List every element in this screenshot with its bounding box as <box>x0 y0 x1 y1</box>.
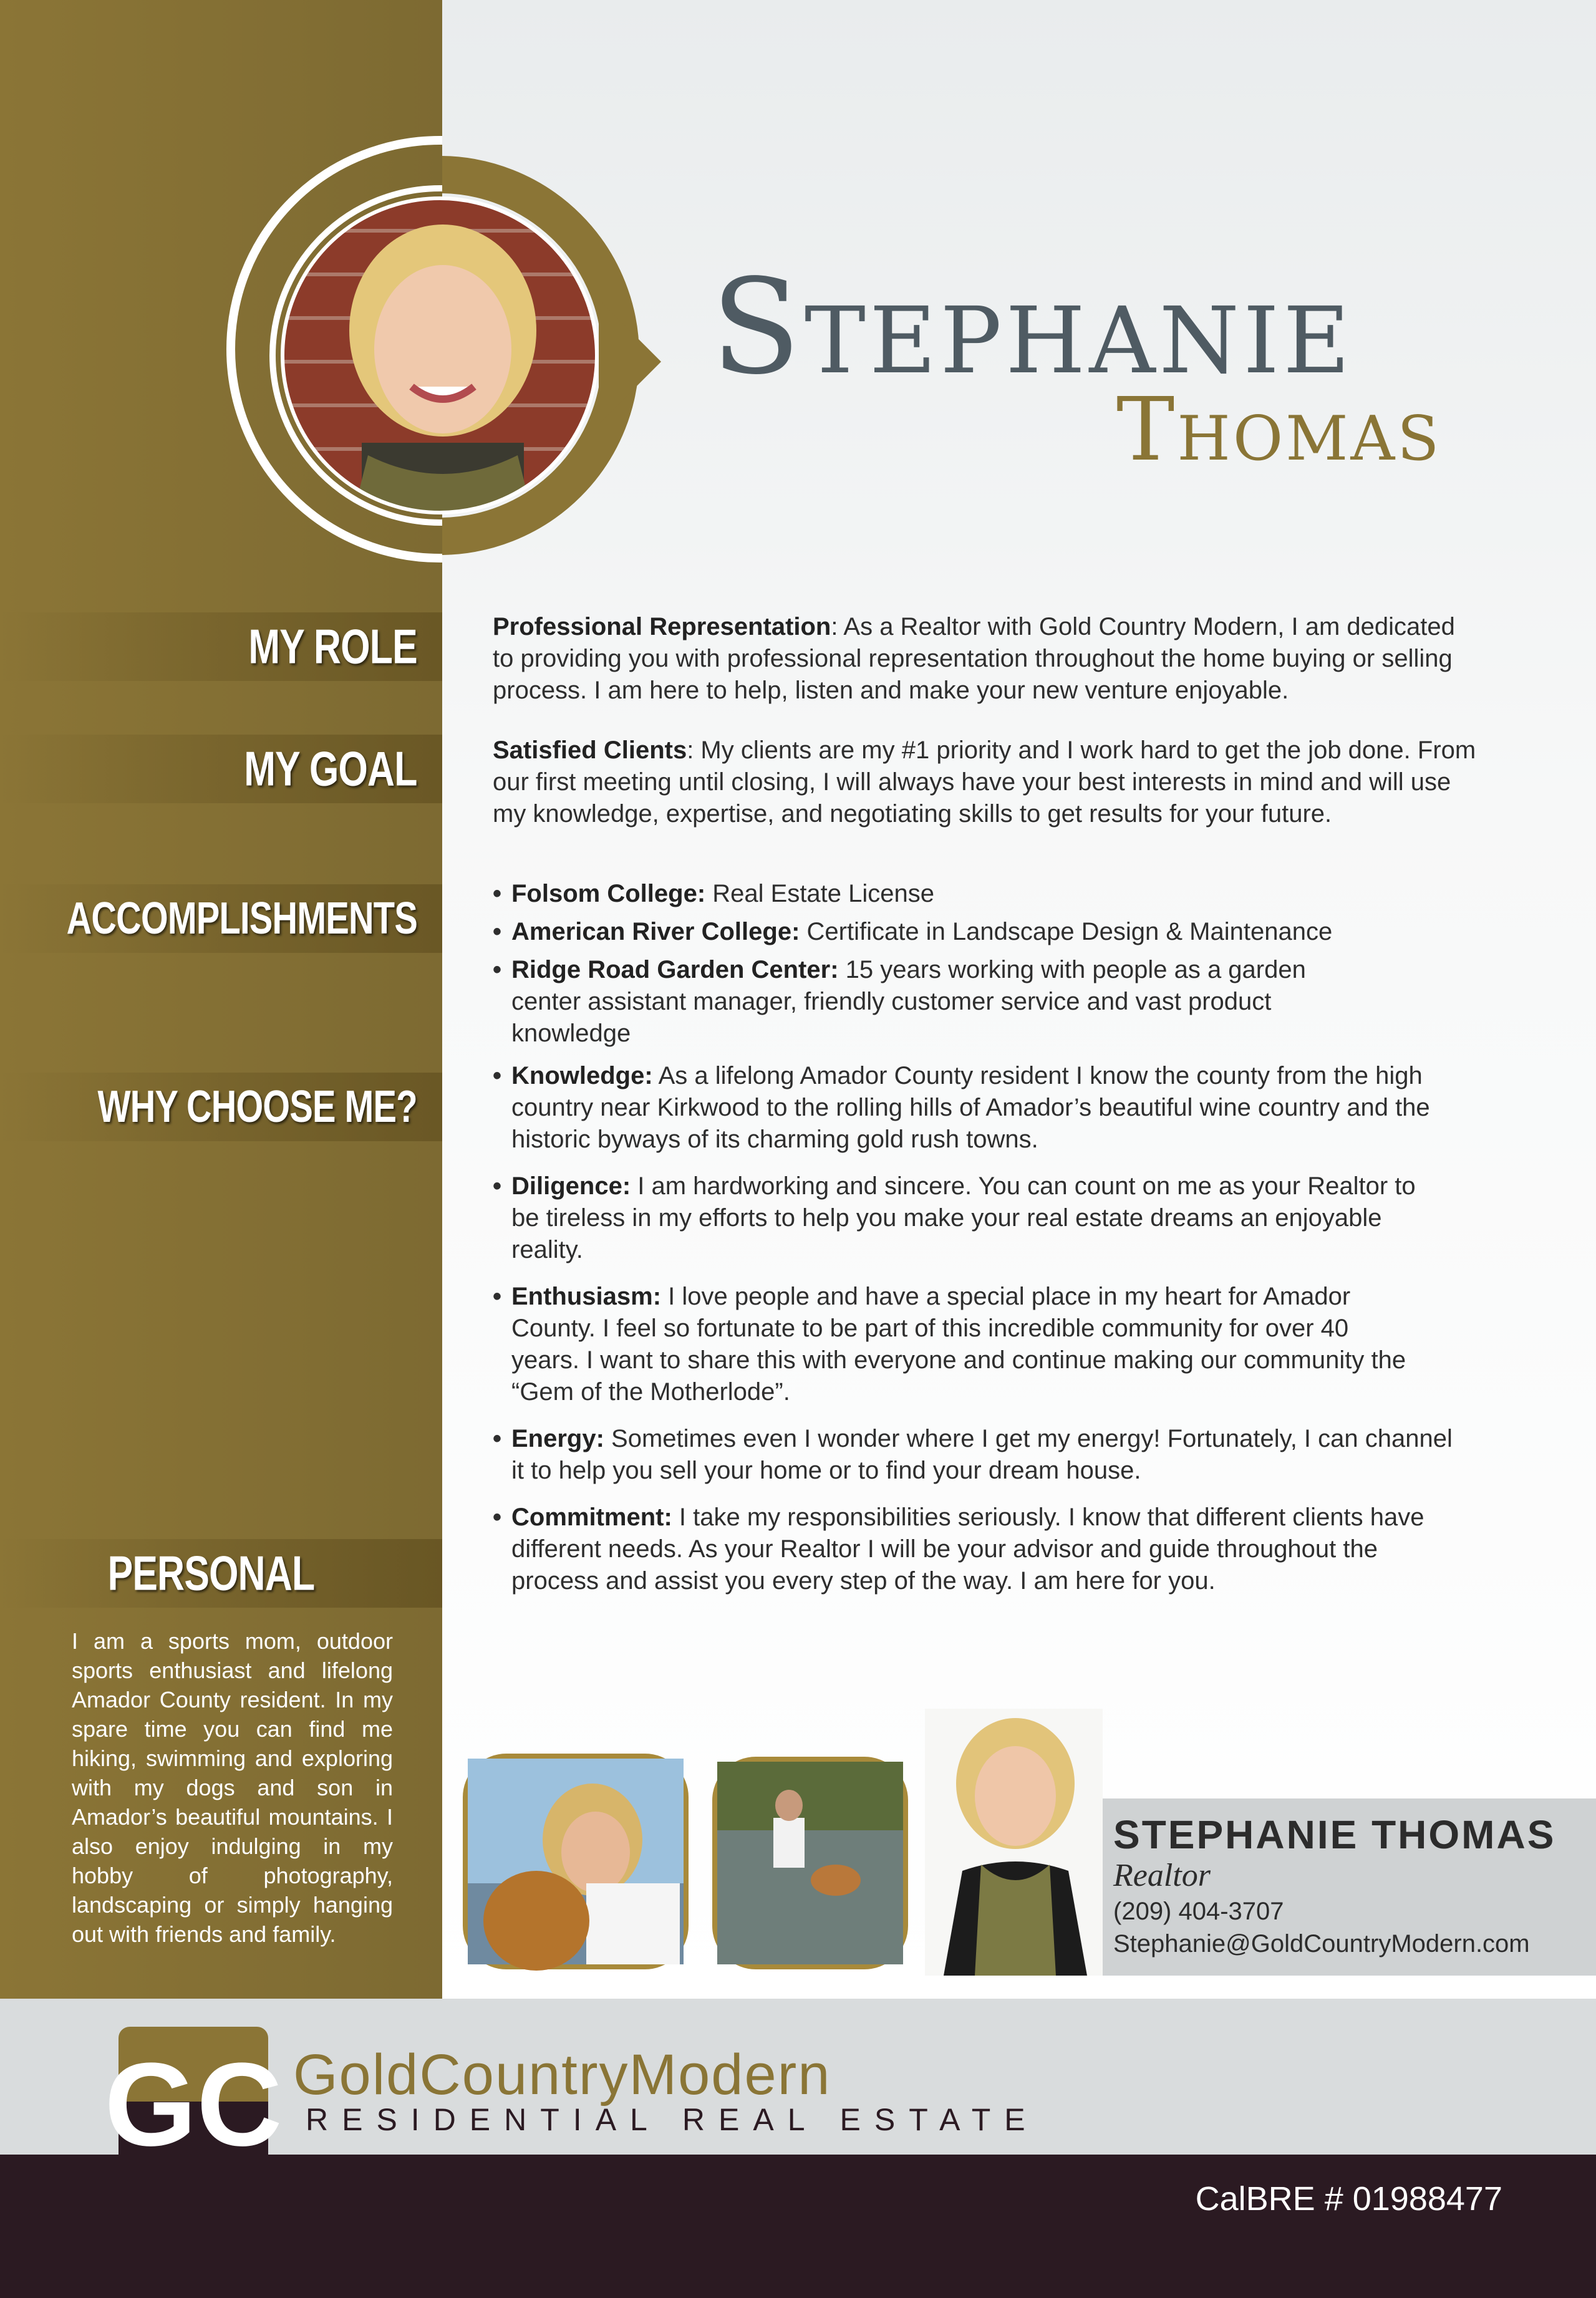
list-item: • Enthusiasm: I love people and have a special place in my heart for Amador County. I feel so fortunate to be part of this incredible community for over 40 years. I want to share this with everyone and continue making our community the “Gem of the Motherlode”. <box>493 1281 1422 1408</box>
goal-text: : My clients are my #1 priority and I work hard to get the job done. From our first meeting until closing, I will always have your best interests in mind and will use my knowledge, expertise, and negotiating skills to get results for your future. <box>493 736 1476 828</box>
accomplishments-label: ACCOMPLISHMENTS <box>66 894 417 944</box>
why-label-band <box>0 1073 442 1141</box>
personal-label-band <box>0 1539 442 1608</box>
list-item: • Ridge Road Garden Center: 15 years working with people as a garden center assistant manager, friendly customer service and vast product knowledge <box>493 954 1378 1050</box>
photo-dog <box>463 1754 689 1969</box>
svg-text:GC: GC <box>104 2039 283 2171</box>
why-label: WHY CHOOSE ME? <box>97 1082 417 1132</box>
accomplishments-label-band <box>0 884 442 953</box>
agent-photo <box>925 1709 1103 1976</box>
accomplishments-list <box>493 878 1378 1050</box>
brand-subtitle: RESIDENTIAL REAL ESTATE <box>306 2102 1039 2137</box>
list-item: • Knowledge: As a lifelong Amador County resident I know the county from the high country near Kirkwood to the rolling hills of Amador’s beautiful wine country and the historic byways of its charming gold rush towns. <box>493 1060 1466 1156</box>
contact-phone[interactable]: (209) 404-3707 <box>1113 1898 1284 1925</box>
personal-text: I am a sports mom, outdoor sports enthusiast and lifelong Amador County resident. In my spare time you can find me hiking, swimming and exploring with my dogs and son in Amador’s beautiful mountains. I also enjoy indulging in my hobby of photography, landscaping or simply hanging out with friends and family. <box>72 1628 393 1947</box>
license-number: CalBRE # 01988477 <box>1195 2180 1502 2218</box>
goal-label-band <box>0 735 442 803</box>
list-item: • Diligence: I am hardworking and sincere. You can count on me as your Realtor to be tireless in my efforts to help you make your real estate dreams an enjoyable reality. <box>493 1171 1422 1266</box>
goal-heading: Satisfied Clients <box>493 736 687 764</box>
brand-name: GoldCountryModern <box>293 2043 831 2107</box>
contact-title: Realtor <box>1113 1858 1211 1893</box>
why-list <box>493 1060 1466 1597</box>
gc-logo-icon <box>104 2027 283 2176</box>
goal-paragraph <box>493 735 1478 830</box>
list-item: • Commitment: I take my responsibilities seriously. I know that different clients have different needs. As your Realtor I will be your advisor and guide throughout the process and assist you every step of the way. I am here for you. <box>493 1502 1466 1597</box>
role-label-band <box>0 612 442 681</box>
last-name: Thomas <box>1116 379 1442 481</box>
role-text: : As a Realtor with Gold Country Modern, I am dedicated to providing you with professional representation throughout the home buying or selling process. I am here to help, listen and make your new venture enjoyable. <box>493 613 1455 704</box>
personal-label: PERSONAL <box>107 1545 314 1601</box>
role-paragraph <box>493 611 1478 707</box>
portrait-frame <box>212 94 661 574</box>
role-label: MY ROLE <box>248 619 417 674</box>
contact-email[interactable]: Stephanie@GoldCountryModern.com <box>1113 1930 1530 1958</box>
list-item: • Folsom College: Real Estate License <box>493 878 1378 910</box>
photo-creek <box>712 1757 908 1969</box>
role-heading: Professional Representation <box>493 613 831 640</box>
list-item: • Energy: Sometimes even I wonder where I get my energy! Fortunately, I can channel it to help you sell your home or to find your dream house. <box>493 1423 1466 1487</box>
first-name: Stephanie <box>711 251 1354 403</box>
contact-name: STEPHANIE THOMAS <box>1113 1812 1556 1857</box>
list-item: • American River College: Certificate in Landscape Design & Maintenance <box>493 916 1378 948</box>
goal-label: MY GOAL <box>244 741 417 796</box>
